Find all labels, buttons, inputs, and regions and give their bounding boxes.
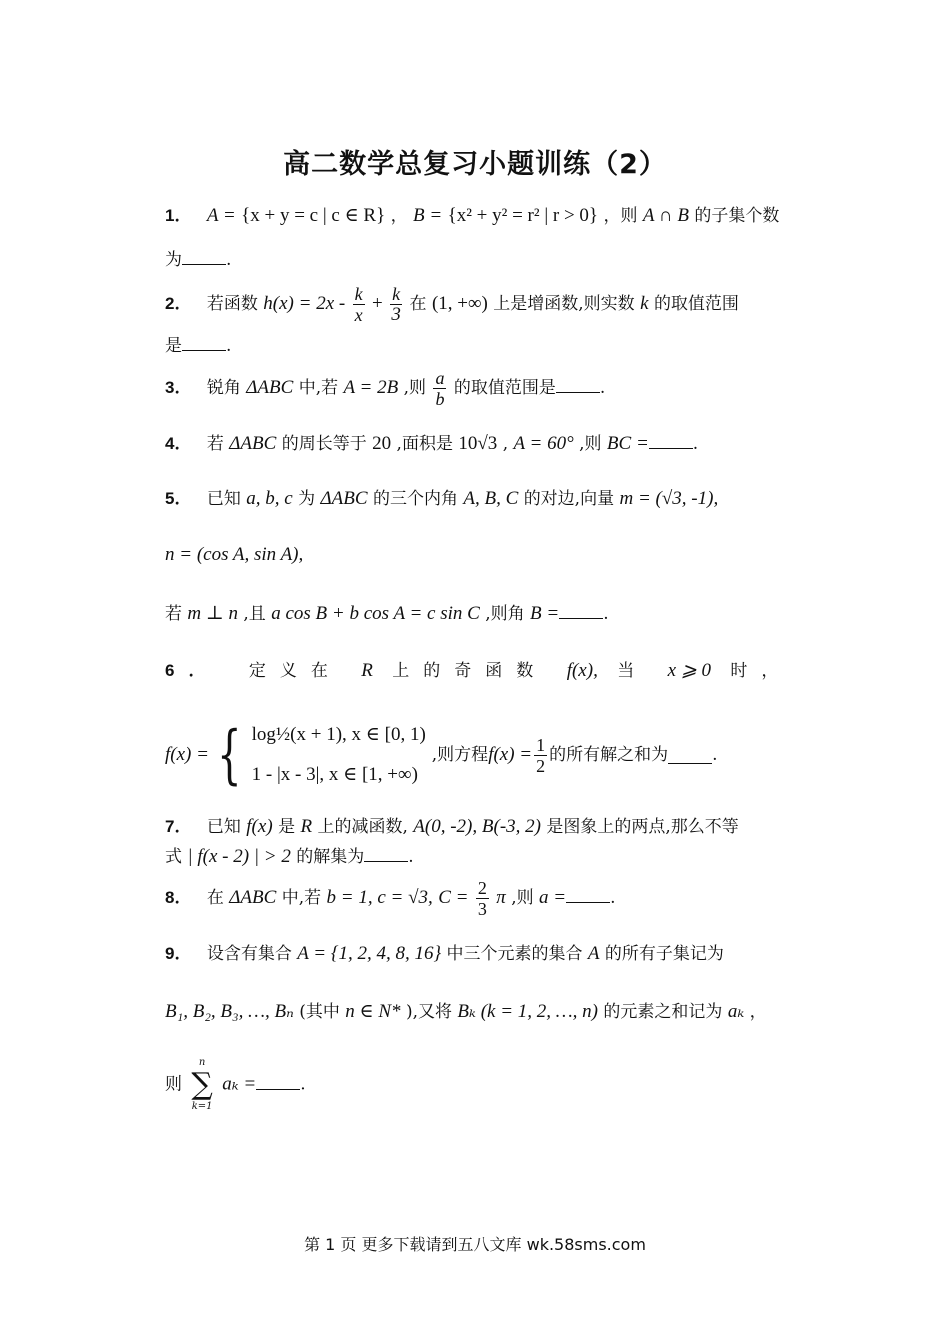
fraction-a-over-b: $\frac{a}{b}$ [435, 368, 445, 409]
question-4: 4． 若 ΔABC 的周长等于 20 ,面积是 10√3 , A = 60° ,则 BC = . [165, 433, 699, 454]
page-title: 高二数学总复习小题训练（2） [283, 149, 667, 180]
answer-blank [556, 376, 600, 393]
question-5-line-3: 若 m ⊥ n ,且 a cos B + b cos A = c sin C ,则角 B = . [165, 603, 609, 624]
question-5-vector-n: n = (cos A, sin A), [165, 544, 304, 565]
answer-blank [566, 886, 610, 903]
answer-blank [649, 432, 693, 449]
summation-sign: n ∑ k=1 [191, 1057, 213, 1112]
question-6-piecewise: f(x) = { log½(x + 1), x ∈ [0, 1) 1 - |x - 3|, x ∈ [1, +∞) ,则方程 f(x) = $\frac{1}{2}$ 的所有解之和为 . [165, 710, 790, 800]
answer-blank [256, 1073, 300, 1090]
question-5: 5． 已知 a, b, c 为 ΔABC 的三个内角 A, B, C 的对边,向量 m = (√3, -1), [165, 488, 719, 509]
question-9-line-3: 则 n ∑ k=1 aₖ = . [165, 1057, 306, 1112]
question-9: 9． 设含有集合 A = {1, 2, 4, 8, 16} 中三个元素的集合 A 的所有子集记为 [165, 943, 724, 964]
answer-blank [668, 747, 712, 764]
fraction-one-half: $\frac{1}{2}$ [536, 734, 546, 776]
fraction-two-thirds: $\frac{2}{3}$ [477, 878, 487, 919]
answer-blank [559, 602, 603, 619]
question-7: 7． 已知 f(x) 是 R 上的减函数, A(0, -2), B(-3, 2) 是图象上的两点,那么不等 [165, 816, 739, 837]
question-6: 6． 定义在 R 上的奇函数 f(x), 当 x ⩾ 0 时， [165, 660, 793, 681]
fraction-k-over-x: $\frac{k}{x}$ [354, 284, 363, 325]
question-1-line-2: 为 . [165, 250, 232, 270]
page-footer: 第 1 页 更多下载请到五八文库 wk.58sms.com [304, 1235, 646, 1254]
question-2: 2． 若函数 h(x) = 2x - $\frac{k}{x}$ + $\frac{k}{3}$ 在 (1, +∞) 上是增函数,则实数 k 的取值范围 [165, 284, 739, 325]
left-brace: { [217, 718, 242, 792]
question-1: 1． A = {x + y = c | c ∈ R} ， B = {x² + y² = r² | r > 0} ，则 A ∩ B 的子集个数 [165, 205, 780, 226]
question-3: 3． 锐角 ΔABC 中,若 A = 2B ,则 $\frac{a}{b}$ 的取值范围是 . [165, 368, 606, 409]
question-9-line-2: B₁, B₂, B₃, …, Bₙ (其中 n ∈ N* ),又将 Bₖ (k = 1, 2, …, n) 的元素之和记为 aₖ ， [165, 1001, 767, 1022]
answer-blank [182, 248, 226, 265]
question-7-line-2: 式 | f(x - 2) | > 2 的解集为 . [165, 846, 414, 867]
question-8: 8． 在 ΔABC 中,若 b = 1, c = √3, C = $\frac{2}{3}$ π ,则 a = . [165, 878, 616, 919]
fraction-k-over-3: $\frac{k}{3}$ [391, 284, 401, 325]
piecewise-cases: log½(x + 1), x ∈ [0, 1) 1 - |x - 3|, x ∈ [1, +∞) [251, 724, 426, 785]
answer-blank [182, 334, 226, 351]
q1-number: 1． [165, 206, 192, 225]
question-2-line-2: 是 . [165, 336, 232, 356]
answer-blank [364, 845, 408, 862]
